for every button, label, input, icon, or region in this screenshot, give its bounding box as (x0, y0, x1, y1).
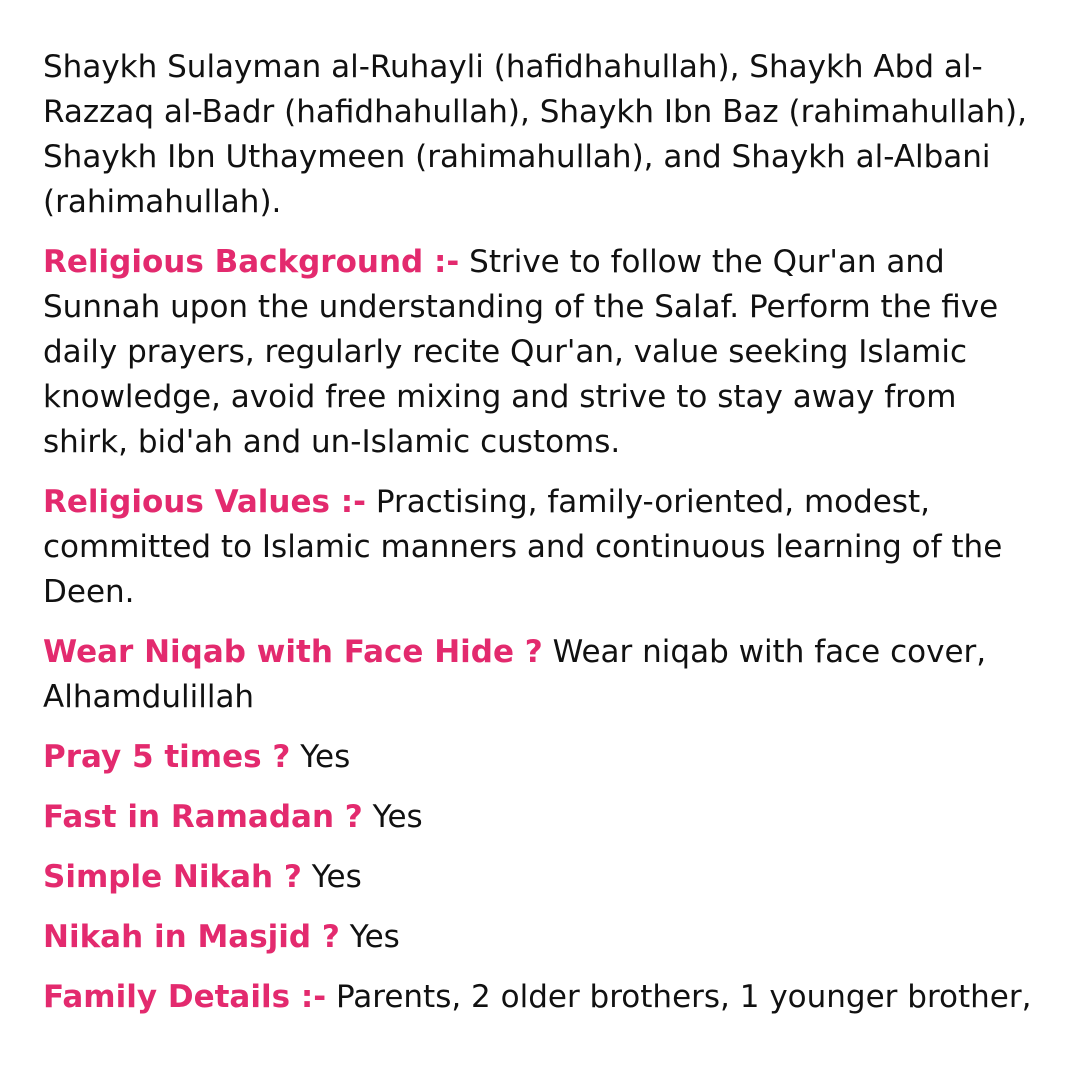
field-label: Family Details :- (43, 979, 327, 1015)
field-simple-nikah (43, 855, 1043, 900)
field-label: Nikah in Masjid ? (43, 919, 340, 955)
field-value: Yes (300, 739, 351, 775)
field-fast (43, 795, 1043, 840)
field-pray (43, 735, 1043, 780)
scholars-paragraph (43, 45, 1043, 225)
field-religious-background (43, 240, 1043, 465)
field-label: Fast in Ramadan ? (43, 799, 363, 835)
field-value: Yes (349, 919, 400, 955)
field-value: Parents, 2 older brothers, 1 younger brother, (335, 979, 1032, 1015)
field-family-details (43, 975, 1043, 1020)
field-nikah-masjid (43, 915, 1043, 960)
field-label: Simple Nikah ? (43, 859, 302, 895)
field-label: Pray 5 times ? (43, 739, 291, 775)
field-value: Wear niqab with face cover, Alhamdulillah (43, 634, 987, 715)
field-value: Practising, family-oriented, modest, committed to Islamic manners and continuous learning of the Deen. (43, 484, 1003, 610)
field-value: Yes (311, 859, 362, 895)
field-religious-values (43, 480, 1043, 615)
field-label: Religious Values :- (43, 484, 367, 520)
profile-details (43, 45, 1043, 1035)
field-value: Strive to follow the Qur'an and Sunnah upon the understanding of the Salaf. Perform the five daily prayers, regularly recite Qur'an, value seeking Islamic knowledge, avoid free mixing and strive to stay away from shirk, bid'ah and un-Islamic customs. (43, 244, 999, 460)
field-label: Wear Niqab with Face Hide ? (43, 634, 543, 670)
field-value: Yes (372, 799, 423, 835)
scholars-text: Shaykh Sulayman al-Ruhayli (hafidhahullah), Shaykh Abd al-Razzaq al-Badr (hafidhahullah), Shaykh Ibn Baz (rahimahullah), Shaykh Ibn Uthaymeen (rahimahullah), and Shaykh al-Albani (rahimahullah). (43, 49, 1027, 220)
field-niqab (43, 630, 1043, 720)
field-label: Religious Background :- (43, 244, 460, 280)
